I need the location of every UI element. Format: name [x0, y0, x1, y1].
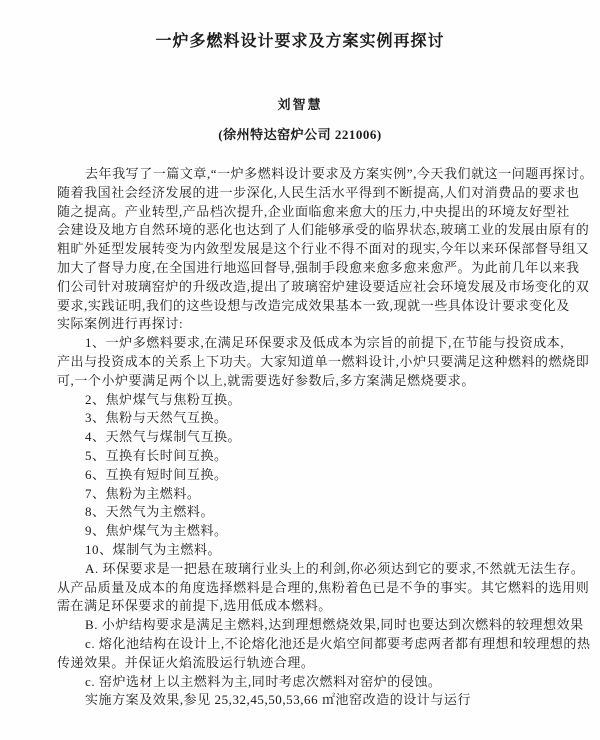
author-affiliation: (徐州特达窑炉公司 221006) [218, 127, 382, 142]
body-line: 9、焦炉煤气为主燃料。 [85, 523, 228, 539]
body-line: 实施方案及效果,参见 25,32,45,50,53,66 ㎡池窑改造的设计与运行 [85, 692, 471, 708]
body-line: 加大了督导力度,在全国进行地巡回督导,强制手段愈来愈多愈来愈严。为此前几年以来我 [57, 259, 580, 275]
body-line: B. 小炉结构要求是满足主燃料,达到理想燃烧效果,同时也要达到次燃料的较理想效果 [85, 617, 584, 633]
body-line: 要求,实践证明,我们的这些设想与改造完成效果基本一致,现就一些具体设计要求变化及 [57, 297, 570, 313]
body-line: 4、天然气与煤制气互换。 [85, 429, 242, 445]
body-line: A. 环保要求是一把悬在玻璃行业头上的利剑,你必须达到它的要求,不然就无法生存。 [85, 560, 585, 576]
body-line: 10、煤制气为主燃料。 [85, 541, 222, 557]
body-line: 们公司针对玻璃窑炉的升级改造,提出了玻璃窑炉建设要适应社会环境发展及市场变化的双 [57, 278, 590, 294]
body-line: 传递效果。并保证火焰流股运行轨迹合理。 [57, 654, 315, 670]
body-line: 产出与投资成本的关系上下功夫。大家知道单一燃料设计,小炉只要满足这种燃料的燃烧即 [57, 353, 590, 369]
author-name: 刘智慧 [277, 97, 323, 112]
body-line: 可,一个小炉要满足两个以上,就需要选好参数后,多方案满足燃烧要求。 [57, 372, 475, 388]
body-line: 3、焦粉与天然气互换。 [85, 410, 228, 426]
body-line: 1、一炉多燃料要求,在满足环保要求及低成本为宗旨的前提下,在节能与投资成本, [85, 335, 565, 351]
body-line: 8、天然气为主燃料。 [85, 504, 215, 520]
body-line: 随着我国社会经济发展的进一步深化,人民生活水平得到不断提高,人们对消费品的要求也 [57, 184, 580, 200]
body-line: 6、互换有短时间互换。 [85, 466, 228, 482]
page-title: 一炉多燃料设计要求及方案实例再探讨 [155, 33, 445, 50]
body-line: 需在满足环保要求的前提下,选用低成本燃料。 [57, 598, 332, 614]
body-line: 5、互换有长时间互换。 [85, 447, 228, 463]
body-line: 7、焦粉为主燃料。 [85, 485, 201, 501]
body-line: 会建设及地方自然环境的恶化也达到了人们能够承受的临界状态,玻璃工业的发展由原有的 [57, 222, 590, 238]
body-line: 2、焦炉煤气与焦粉互换。 [85, 391, 242, 407]
body-line: 去年我写了一篇文章,“一炉多燃料设计要求及方案实例”,今天我们就这一问题再探讨。 [85, 166, 594, 181]
body-line: 实际案例进行再探讨: [57, 316, 184, 332]
body-line: 粗旷外延型发展转变为内敛型发展是这个行业不得不面对的现实,今年以来环保部督导组又 [57, 241, 590, 257]
document-body [57, 165, 594, 710]
body-line: c. 窑炉选材上以主燃料为主,同时考虑次燃料对窑炉的侵蚀。 [85, 673, 442, 689]
body-line: 随之提高。产业转型,产品档次提升,企业面临愈来愈大的压力,中央提出的环境友好型社 [57, 203, 570, 219]
body-line: c. 熔化池结构在设计上,不论熔化池还是火焰空间都要考虑两者都有理想和较理想的热 [85, 635, 591, 651]
body-line: 从产品质量及成本的角度选择燃料是合理的,焦粉着色已是不争的事实。其它燃料的选用则 [57, 579, 590, 595]
